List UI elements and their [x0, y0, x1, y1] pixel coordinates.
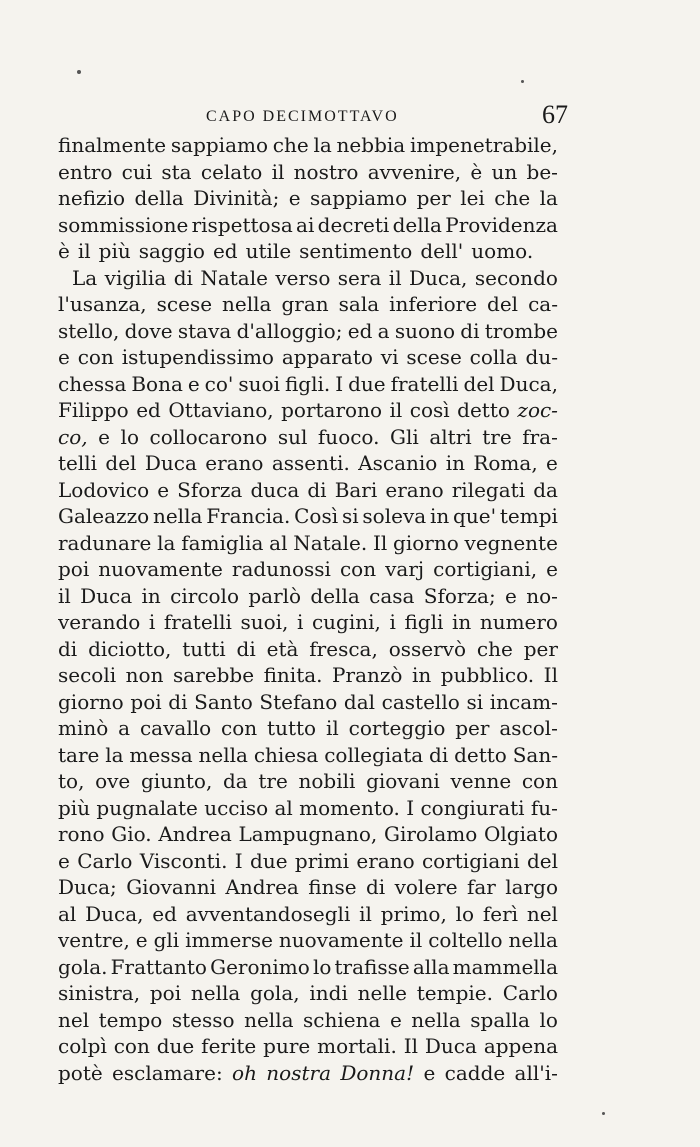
text-line: sinistra, poi nella gola, indi nelle tempie. Carlo — [58, 981, 558, 1005]
text-line: to, ove giunto, da tre nobili giovani venne con — [58, 769, 558, 793]
text-line: tare la messa nella chiesa collegiata di detto San- — [58, 742, 558, 767]
page-speck — [77, 70, 81, 74]
text-line: sommissione rispettosa ai decreti della Providenza — [58, 212, 558, 237]
page-speck — [521, 80, 524, 83]
text-line: il Duca in circolo parlò della casa Sforza; e no- — [58, 583, 558, 608]
text-line: l'usanza, scese nella gran sala inferiore del ca- — [58, 292, 558, 316]
text-line: rono Gio. Andrea Lampugnano, Girolamo Olgiato — [58, 822, 558, 846]
text-line: minò a cavallo con tutto il corteggio per ascol- — [58, 716, 558, 740]
text-line: ventre, e gli immerse nuovamente il coltello nella — [58, 928, 558, 952]
text-line: radunare la famiglia al Natale. Il giorno vegnente — [58, 530, 558, 555]
body-text — [58, 132, 558, 1086]
text-line: e con istupendissimo apparato vi scese colla du- — [58, 345, 558, 369]
text-line: al Duca, ed avventandosegli il primo, lo ferì nel — [58, 901, 558, 926]
text-line: di diciotto, tutti di età fresca, osservò che per — [58, 636, 558, 661]
running-head: CAPO DECIMOTTAVO — [206, 108, 399, 125]
text-line: finalmente sappiamo che la nebbia impenetrabile, — [58, 133, 558, 157]
page-speck — [602, 1112, 605, 1115]
text-line: entro cui sta celato il nostro avvenire, è un be- — [58, 159, 558, 184]
text-line: chessa Bona e co' suoi figli. I due fratelli del Duca, — [58, 371, 558, 396]
text-line: Filippo ed Ottaviano, portarono il così detto zoc- — [58, 398, 558, 422]
text-line: secoli non sarebbe finita. Pranzò in pubblico. Il — [58, 663, 558, 687]
text-line: Duca; Giovanni Andrea finse di volere far largo — [58, 875, 558, 899]
page-number: 67 — [542, 100, 568, 129]
text-line: potè esclamare: oh nostra Donna! e cadde all'i- — [58, 1060, 558, 1085]
text-line: nel tempo stesso nella schiena e nella spalla lo — [58, 1007, 558, 1032]
text-line: è il più saggio ed utile sentimento dell' uomo. — [58, 239, 534, 263]
text-line: stello, dove stava d'alloggio; ed a suono di trombe — [58, 318, 558, 343]
text-line: colpì con due ferite pure mortali. Il Duca appena — [58, 1034, 558, 1058]
text-line: nefizio della Divinità; e sappiamo per lei che la — [58, 186, 558, 210]
text-line: co, e lo collocarono sul fuoco. Gli altri tre fra- — [58, 424, 558, 449]
text-line: Galeazzo nella Francia. Così si soleva in que' tempi — [58, 504, 558, 528]
text-line: e Carlo Visconti. I due primi erano cortigiani del — [58, 848, 558, 873]
text-line: Lodovico e Sforza duca di Bari erano rilegati da — [58, 477, 558, 502]
text-line: più pugnalate ucciso al momento. I congiurati fu- — [58, 795, 558, 820]
text-line: verando i fratelli suoi, i cugini, i figli in numero — [58, 610, 558, 634]
text-line: La vigilia di Natale verso sera il Duca, secondo — [72, 265, 558, 290]
text-line: gola. Frattanto Geronimo lo trafisse alla mammella — [58, 954, 558, 979]
text-line: poi nuovamente radunossi con varj cortigiani, e — [58, 557, 558, 581]
page-header — [140, 100, 580, 134]
text-line: telli del Duca erano assenti. Ascanio in Roma, e — [58, 451, 558, 475]
text-line: giorno poi di Santo Stefano dal castello si incam- — [58, 689, 558, 714]
